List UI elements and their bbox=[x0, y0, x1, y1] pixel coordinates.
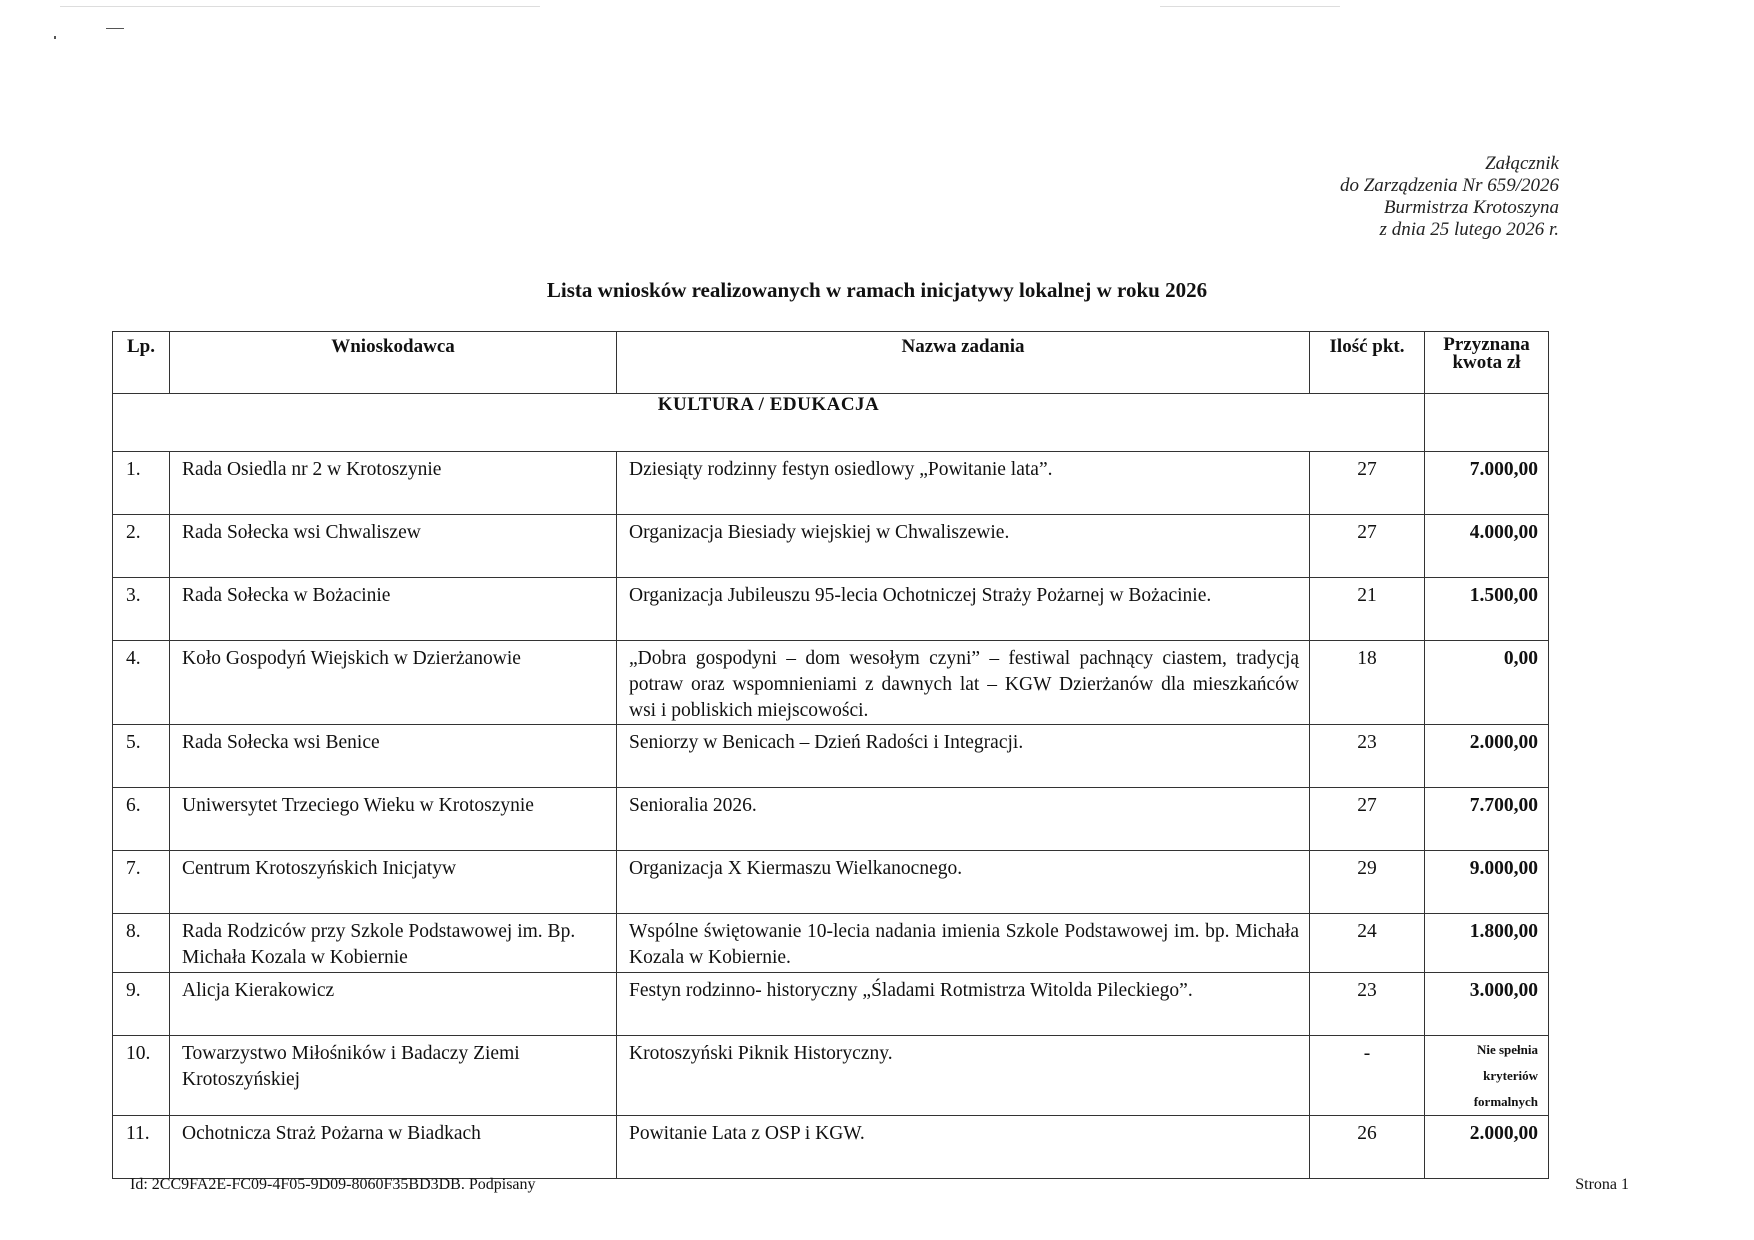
cell-lp: 1. bbox=[113, 452, 170, 515]
table-row bbox=[113, 1116, 1549, 1179]
cell-amount: 7.000,00 bbox=[1425, 452, 1549, 515]
cell-task: Wspólne świętowanie 10-lecia nadania imienia Szkole Podstawowej im. bp. Michała Kozala w Kobiernie. bbox=[617, 914, 1310, 973]
cell-applicant: Ochotnicza Straż Pożarna w Biadkach bbox=[170, 1116, 617, 1179]
cell-lp: 7. bbox=[113, 851, 170, 914]
cell-applicant: Alicja Kierakowicz bbox=[170, 973, 617, 1036]
table-row bbox=[113, 578, 1549, 641]
cell-points: - bbox=[1310, 1036, 1425, 1116]
table-row bbox=[113, 725, 1549, 788]
cell-applicant: Koło Gospodyń Wiejskich w Dzierżanowie bbox=[170, 641, 617, 725]
scan-speck bbox=[54, 36, 56, 39]
cell-points: 27 bbox=[1310, 515, 1425, 578]
scan-artifact-line bbox=[60, 6, 540, 7]
cell-task: Powitanie Lata z OSP i KGW. bbox=[617, 1116, 1310, 1179]
cell-amount: 2.000,00 bbox=[1425, 725, 1549, 788]
table-row bbox=[113, 973, 1549, 1036]
scan-speck bbox=[106, 28, 124, 29]
cell-lp: 8. bbox=[113, 914, 170, 973]
cell-task: Seniorzy w Benicach – Dzień Radości i Integracji. bbox=[617, 725, 1310, 788]
cell-lp: 5. bbox=[113, 725, 170, 788]
header-points: Ilość pkt. bbox=[1310, 332, 1425, 394]
cell-amount: 3.000,00 bbox=[1425, 973, 1549, 1036]
cell-amount: 2.000,00 bbox=[1425, 1116, 1549, 1179]
cell-lp: 3. bbox=[113, 578, 170, 641]
cell-points: 27 bbox=[1310, 788, 1425, 851]
cell-points: 26 bbox=[1310, 1116, 1425, 1179]
cell-task: Dziesiąty rodzinny festyn osiedlowy „Powitanie lata”. bbox=[617, 452, 1310, 515]
cell-points: 29 bbox=[1310, 851, 1425, 914]
cell-amount: Nie spełnia kryteriów formalnych bbox=[1425, 1036, 1549, 1116]
cell-points: 23 bbox=[1310, 973, 1425, 1036]
cell-applicant: Rada Rodziców przy Szkole Podstawowej im. Bp. Michała Kozala w Kobiernie bbox=[170, 914, 617, 973]
attachment-line-4: z dnia 25 lutego 2026 r. bbox=[1379, 219, 1559, 240]
cell-amount: 4.000,00 bbox=[1425, 515, 1549, 578]
table-row bbox=[113, 641, 1549, 725]
cell-applicant: Centrum Krotoszyńskich Inicjatyw bbox=[170, 851, 617, 914]
cell-amount: 9.000,00 bbox=[1425, 851, 1549, 914]
document-title: Lista wniosków realizowanych w ramach inicjatywy lokalnej w roku 2026 bbox=[546, 278, 1208, 302]
scan-artifact-line bbox=[1160, 6, 1340, 7]
cell-points: 23 bbox=[1310, 725, 1425, 788]
cell-lp: 9. bbox=[113, 973, 170, 1036]
cell-applicant: Uniwersytet Trzeciego Wieku w Krotoszynie bbox=[170, 788, 617, 851]
table-row bbox=[113, 1036, 1549, 1116]
cell-task: Senioralia 2026. bbox=[617, 788, 1310, 851]
cell-applicant: Towarzystwo Miłośników i Badaczy Ziemi Krotoszyńskiej bbox=[170, 1036, 617, 1116]
cell-task: Organizacja Biesiady wiejskiej w Chwaliszewie. bbox=[617, 515, 1310, 578]
attachment-line-1: Załącznik bbox=[1485, 153, 1559, 174]
cell-task: Organizacja X Kiermaszu Wielkanocnego. bbox=[617, 851, 1310, 914]
cell-points: 24 bbox=[1310, 914, 1425, 973]
cell-applicant: Rada Sołecka w Bożacinie bbox=[170, 578, 617, 641]
cell-lp: 10. bbox=[113, 1036, 170, 1116]
header-applicant: Wnioskodawca bbox=[170, 332, 617, 394]
cell-points: 27 bbox=[1310, 452, 1425, 515]
page-number: Strona 1 bbox=[1575, 1176, 1629, 1193]
cell-amount: 1.800,00 bbox=[1425, 914, 1549, 973]
attachment-header bbox=[1340, 153, 1559, 241]
applications-table bbox=[112, 331, 1549, 1179]
cell-task: „Dobra gospodyni – dom wesołym czyni” – festiwal pachnący ciastem, tradycją potraw oraz wspomnieniami z dawnych lat – KGW Dzierżanów dla mieszkańców wsi i pobliskich miejscowości. bbox=[617, 641, 1310, 725]
section-row bbox=[113, 394, 1549, 452]
cell-lp: 4. bbox=[113, 641, 170, 725]
attachment-line-3: Burmistrza Krotoszyna bbox=[1383, 197, 1559, 218]
table-row bbox=[113, 851, 1549, 914]
table-row bbox=[113, 452, 1549, 515]
cell-points: 18 bbox=[1310, 641, 1425, 725]
table-row bbox=[113, 788, 1549, 851]
cell-applicant: Rada Osiedla nr 2 w Krotoszynie bbox=[170, 452, 617, 515]
cell-task: Organizacja Jubileuszu 95-lecia Ochotniczej Straży Pożarnej w Bożacinie. bbox=[617, 578, 1310, 641]
table-header-row bbox=[113, 332, 1549, 394]
cell-points: 21 bbox=[1310, 578, 1425, 641]
cell-lp: 11. bbox=[113, 1116, 170, 1179]
section-title: KULTURA / EDUKACJA bbox=[113, 394, 1425, 452]
cell-lp: 2. bbox=[113, 515, 170, 578]
cell-amount: 1.500,00 bbox=[1425, 578, 1549, 641]
cell-lp: 6. bbox=[113, 788, 170, 851]
header-task: Nazwa zadania bbox=[617, 332, 1310, 394]
cell-applicant: Rada Sołecka wsi Benice bbox=[170, 725, 617, 788]
table-row bbox=[113, 914, 1549, 973]
cell-amount: 7.700,00 bbox=[1425, 788, 1549, 851]
attachment-line-2: do Zarządzenia Nr 659/2026 bbox=[1339, 175, 1559, 196]
section-empty-cell bbox=[1425, 394, 1549, 452]
cell-task: Krotoszyński Piknik Historyczny. bbox=[617, 1036, 1310, 1116]
header-lp: Lp. bbox=[113, 332, 170, 394]
document-id: Id: 2CC9FA2E-FC09-4F05-9D09-8060F35BD3DB. Podpisany bbox=[130, 1176, 536, 1193]
table-row bbox=[113, 515, 1549, 578]
cell-applicant: Rada Sołecka wsi Chwaliszew bbox=[170, 515, 617, 578]
cell-task: Festyn rodzinno- historyczny „Śladami Rotmistrza Witolda Pileckiego”. bbox=[617, 973, 1310, 1036]
header-amount: Przyznana kwota zł bbox=[1425, 332, 1549, 394]
cell-amount: 0,00 bbox=[1425, 641, 1549, 725]
